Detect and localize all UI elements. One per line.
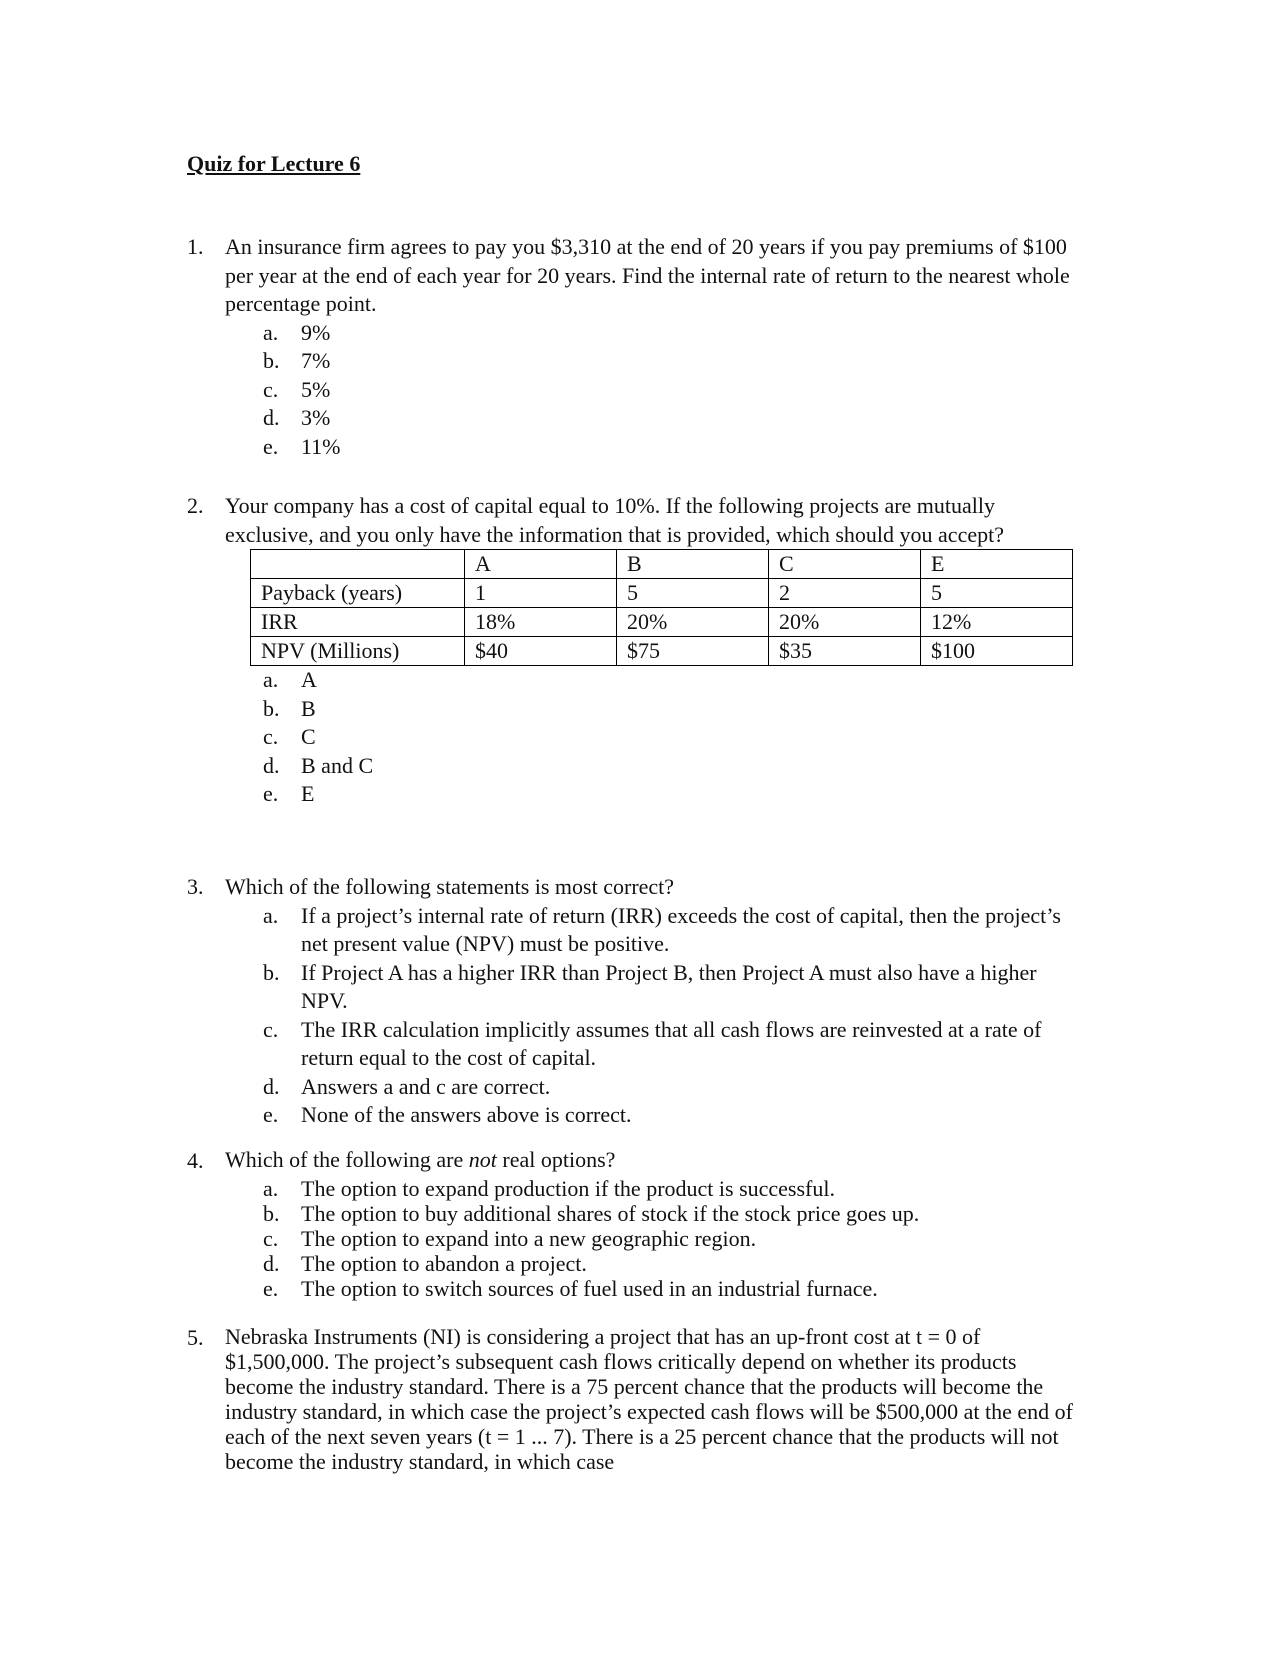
option-letter: c.	[263, 376, 279, 402]
question-number: 5.	[187, 1325, 204, 1350]
question-number: 1.	[187, 234, 204, 259]
option-text: C	[301, 724, 316, 749]
option-text: 7%	[301, 348, 331, 373]
option-text: E	[301, 781, 315, 806]
table-cell: 20%	[617, 608, 769, 637]
question-text-end: real options?	[496, 1147, 616, 1172]
option-text: Answers a and c are correct.	[301, 1073, 551, 1099]
table-row-label: Payback (years)	[251, 579, 465, 608]
table-row-label: NPV (Millions)	[251, 637, 465, 666]
table-row	[251, 637, 1073, 666]
option-b	[263, 1201, 1087, 1226]
option-letter: d.	[263, 405, 280, 430]
table-cell: $35	[768, 637, 920, 666]
question-text: An insurance firm agrees to pay you $3,310 at the end of 20 years if you pay premiums of $100 per year at the end of each year for 20 years. Find the internal rate of return to the nearest whole percentage point.	[225, 234, 1070, 316]
option-text: B and C	[301, 752, 374, 778]
table-header-cell: B	[617, 550, 769, 579]
option-text: The option to buy additional shares of stock if the stock price goes up.	[301, 1200, 920, 1226]
option-text: 5%	[301, 376, 331, 402]
option-text: The option to expand production if the product is successful.	[301, 1175, 835, 1201]
option-letter: a.	[263, 319, 279, 345]
table-row	[251, 608, 1073, 637]
table-cell: 18%	[465, 608, 617, 637]
table-cell: 20%	[768, 608, 920, 637]
question-5	[187, 1324, 1087, 1474]
option-e	[263, 433, 1087, 462]
table-header-row	[251, 550, 1073, 579]
option-d	[263, 1073, 1087, 1102]
option-letter: b.	[263, 695, 280, 721]
answer-options	[263, 666, 1087, 809]
option-letter: a.	[263, 902, 279, 928]
option-text: 11%	[301, 433, 341, 459]
option-letter: d.	[263, 1073, 280, 1099]
option-text: If Project A has a higher IRR than Project B, then Project A must also have a higher NPV.	[301, 959, 1037, 1014]
question-text	[225, 1147, 1087, 1176]
option-letter: c.	[263, 724, 279, 749]
table-cell	[251, 550, 465, 579]
option-text: The option to expand into a new geographic region.	[301, 1225, 757, 1251]
option-letter: c.	[263, 1016, 279, 1042]
option-c	[263, 376, 1087, 405]
option-text: 9%	[301, 319, 331, 345]
table-cell: 5	[617, 579, 769, 608]
option-letter: e.	[263, 433, 279, 459]
table-cell: $75	[617, 637, 769, 666]
table-cell: $40	[465, 637, 617, 666]
option-letter: e.	[263, 781, 279, 806]
table-header-cell: C	[768, 550, 920, 579]
option-text: The IRR calculation implicitly assumes that all cash flows are reinvested at a rate of return equal to the cost of capital.	[301, 1016, 1042, 1071]
option-letter: b.	[263, 348, 280, 373]
option-letter: a.	[263, 667, 279, 692]
question-text-start: Which of the following are	[225, 1147, 469, 1172]
option-a	[263, 666, 1087, 695]
question-number: 3.	[187, 874, 204, 899]
option-d	[263, 1251, 1087, 1276]
question-number: 2.	[187, 493, 204, 518]
option-c	[263, 723, 1087, 752]
option-letter: e.	[263, 1102, 279, 1128]
question-1	[187, 233, 1087, 461]
table-cell: 12%	[920, 608, 1072, 637]
answer-options	[263, 902, 1087, 1130]
option-b	[263, 695, 1087, 724]
option-b	[263, 347, 1087, 376]
option-text: A	[301, 667, 317, 692]
question-text: Nebraska Instruments (NI) is considering a project that has an up-front cost at t = 0 of $1,500,000. The project’s subsequent cash flows critically depend on whether its products become the industry standard. There is a 75 percent chance that the products will become the industry standard, in which case the project’s expected cash flows will be $500,000 at the end of each of the next seven years (t = 1 ... 7). There is a 25 percent chance that the products will not become the industry standard, in which case	[225, 1324, 1073, 1474]
option-d	[263, 752, 1087, 781]
question-3	[187, 873, 1087, 1130]
option-text: None of the answers above is correct.	[301, 1102, 632, 1128]
option-c	[263, 1016, 1087, 1073]
option-c	[263, 1226, 1087, 1251]
question-2	[187, 492, 1087, 809]
table-header-cell: E	[920, 550, 1072, 579]
table-cell: $100	[920, 637, 1072, 666]
option-letter: b.	[263, 1200, 280, 1226]
option-a	[263, 1176, 1087, 1201]
question-text: Which of the following statements is most correct?	[225, 874, 675, 899]
question-text-emphasis: not	[468, 1147, 497, 1172]
option-text: The option to switch sources of fuel used in an industrial furnace.	[301, 1275, 878, 1301]
option-letter: b.	[263, 959, 280, 985]
table-header-cell: A	[465, 550, 617, 579]
option-e	[263, 780, 1087, 809]
option-letter: c.	[263, 1225, 279, 1251]
option-letter: a.	[263, 1175, 279, 1201]
quiz-title: Quiz for Lecture 6	[187, 151, 361, 176]
option-d	[263, 404, 1087, 433]
question-text: Your company has a cost of capital equal to 10%. If the following projects are mutually exclusive, and you only have the information that is provided, which should you accept?	[225, 493, 1004, 547]
question-4	[187, 1147, 1087, 1301]
option-b	[263, 959, 1087, 1016]
option-text: If a project’s internal rate of return (IRR) exceeds the cost of capital, then the project’s net present value (NPV) must be positive.	[301, 902, 1061, 957]
option-e	[263, 1101, 1087, 1130]
option-e	[263, 1276, 1087, 1301]
option-text: B	[301, 695, 316, 721]
table-cell: 2	[768, 579, 920, 608]
option-text: The option to abandon a project.	[301, 1250, 587, 1276]
table-cell: 5	[920, 579, 1072, 608]
table-cell: 1	[465, 579, 617, 608]
option-letter: d.	[263, 1250, 280, 1276]
projects-table	[250, 549, 1073, 666]
table-row	[251, 579, 1073, 608]
option-letter: e.	[263, 1275, 279, 1301]
option-text: 3%	[301, 405, 331, 430]
option-a	[263, 319, 1087, 348]
table-row-label: IRR	[251, 608, 465, 637]
answer-options	[263, 319, 1087, 462]
option-letter: d.	[263, 752, 280, 778]
answer-options	[263, 1176, 1087, 1301]
question-number: 4.	[187, 1148, 204, 1173]
option-a	[263, 902, 1087, 959]
